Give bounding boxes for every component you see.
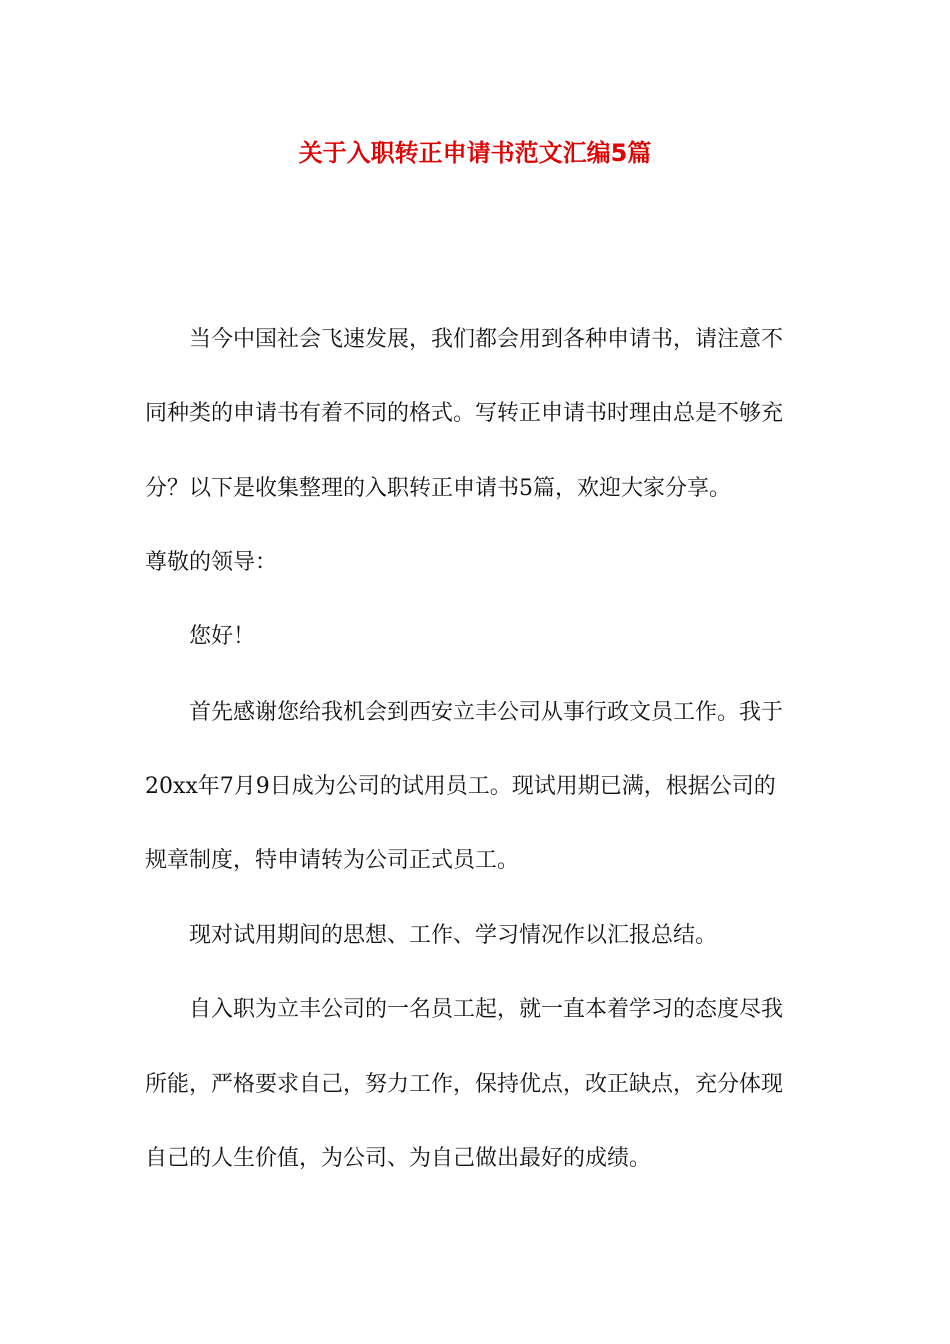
paragraph-line: 现对试用期间的思想、工作、学习情况作以汇报总结。 [189,923,718,948]
paragraph-line: 规章制度，特申请转为公司正式员工。 [145,848,520,873]
greeting-line: 您好！ [189,624,256,649]
salutation-line: 尊敬的领导： [145,550,278,575]
paragraph-line: 20xx年7月9日成为公司的试用员工。现试用期已满，根据公司的 [145,774,776,799]
paragraph-line: 同种类的申请书有着不同的格式。写转正申请书时理由总是不够充 [145,401,784,426]
paragraph-line: 所能，严格要求自己，努力工作，保持优点，改正缺点，充分体现 [145,1072,784,1097]
document-title: 关于入职转正申请书范文汇编5篇 [298,139,652,167]
paragraph-line: 当今中国社会飞速发展，我们都会用到各种申请书，请注意不 [189,327,784,352]
paragraph-line: 首先感谢您给我机会到西安立丰公司从事行政文员工作。我于 [189,700,784,725]
paragraph-line: 分？以下是收集整理的入职转正申请书5篇，欢迎大家分享。 [145,476,731,501]
paragraph-line: 自己的人生价值，为公司、为自己做出最好的成绩。 [145,1146,652,1171]
paragraph-line: 自入职为立丰公司的一名员工起，就一直本着学习的态度尽我 [189,997,784,1022]
